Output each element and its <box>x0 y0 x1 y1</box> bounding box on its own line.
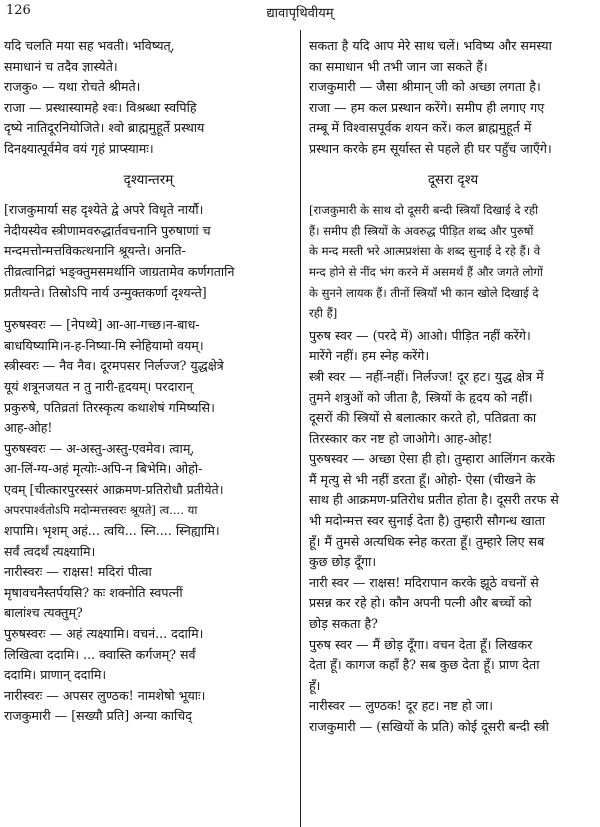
text-line: स्त्री स्वर — नहीं-नहीं। निर्लज्ज! दूर हट। युद्ध क्षेत्र में <box>309 368 544 384</box>
text-line: छोड़ सकता है? <box>309 616 378 632</box>
text-line: लिखित्वा ददामि। ... क्वास्ति कर्गजम्? सर्वं <box>4 646 196 662</box>
text-line: कुछ छोड़ दूँगा। <box>309 554 377 570</box>
text-line: तुमने शत्रुओं को जीता है, स्त्रियों के हृदय को नहीं। <box>309 389 533 405</box>
text-line: ददामि। प्राणान् ददामि। <box>4 667 107 683</box>
text-line: पुरुषस्वरः — अ-अस्तु-अस्तु-एवमेव। त्वाम्, <box>4 440 195 456</box>
text-line: राजा — हम कल प्रस्थान करेंगे। समीप ही लगाए गए <box>309 99 545 115</box>
text-line: समाधानं च तदैव ज्ञास्येते। <box>4 58 118 74</box>
text-line: आ-लिं-ग्य-अहं मृत्योः-अपि-न बिभेमि। ओहो- <box>4 461 203 477</box>
hindi-column <box>309 36 597 825</box>
text-line: एवम् [चीत्कारपुरस्सरं आक्रमण-प्रतिरोधौ प्रतीयेते। <box>4 481 224 497</box>
column-divider <box>300 30 301 827</box>
text-line: स्त्रीस्वरः — नैव नैव। दूरमपसर निर्लज्ज? युद्धक्षेत्रे <box>4 358 224 374</box>
text-line: पुरुषस्वरः — अहं त्यक्ष्यामि। वचनं... ददामि। <box>4 626 204 642</box>
text-line: नारी स्वर — राक्षस! मदिरापान करके झूठे वचनों से <box>309 574 539 590</box>
text-line: का समाधान भी तभी जान जा सकते हैं। <box>309 58 488 74</box>
text-line: राजा — प्रस्थास्यामहे श्वः। विश्रब्धा स्वपिहि <box>4 99 197 115</box>
text-line: पुरुष स्वर — (परदे में) आओ। पीड़ित नहीं करेंगे। <box>309 327 531 343</box>
text-line: हूँ। <box>309 677 321 693</box>
text-line: पुरुषस्वरः — [नेपथ्ये] आ-आ-गच्छ।न-बाध- <box>4 317 200 333</box>
text-line: भी मदोन्मत्त स्वर सुनाई देता है) तुम्हारी सौगन्ध खाता <box>309 513 546 529</box>
text-line: नारीस्वरः — अपसर लुण्ठक! नामशेषो भूयाः। <box>4 687 206 703</box>
stage-direction <box>309 200 597 324</box>
running-title: द्यावापृथिवीयम् <box>266 6 334 21</box>
text-line: साथ ही आक्रमण-प्रतिरोध प्रतीत होता है। दूसरी तरफ से <box>309 492 559 508</box>
sanskrit-column <box>4 36 293 825</box>
text-line: मन्द होने से नींद भंग करने में असमर्थ हैं और जगते लोगों <box>309 264 543 279</box>
text-line: राजकुमारी — जैसा श्रीमान् जी को अच्छा लगता है। <box>309 79 541 95</box>
text-line: आह-ओह! <box>4 420 53 436</box>
text-line: नारीस्वर — लुण्ठक! दूर हट। नष्ट हो जा। <box>309 698 494 714</box>
text-line: तीव्रत्वानिद्रां भङ्क्तुमसमर्थानि जाग्रतामेव कर्णगतानि <box>4 263 235 279</box>
text-line: [राजकुमार्या सह दृश्येते द्वे अपरे विधृते नार्यौ। <box>4 202 204 218</box>
text-line: नारीस्वरः — राक्षस! मदिरां पीत्वा <box>4 564 152 580</box>
text-line: सर्वं त्वदर्थं त्यक्ष्यामि। <box>4 543 96 559</box>
text-line: के सुनने लायक हैं। तीनों स्त्रियाँ भी कान खोले दिखाई दे <box>309 285 539 300</box>
hindi-dialogue <box>309 326 597 738</box>
text-line: प्रसन्न कर रहे हो। कौन अपनी पत्नी और बच्चों को <box>309 595 532 611</box>
text-line: दिनक्ष्यात्पूर्वमेव वयं गृहं प्राप्स्यामः। <box>4 140 154 156</box>
text-line: तिरस्कार कर नष्ट हो जाओगे। आह-ओह! <box>309 430 493 446</box>
text-line: दूसरों की स्त्रियों से बलात्कार करते हो, पतिव्रता का <box>309 410 537 426</box>
sanskrit-intro <box>4 36 293 160</box>
text-line: बाधयिष्यामि।न-ह-निष्या-मि स्नेहियामो वयम्। <box>4 337 204 353</box>
text-line: के मन्द मस्ती भरे आत्मप्रशंसा के शब्द सुनाई दे रहे हैं। वे <box>309 244 541 259</box>
text-line: मृषावचनैस्तर्पयसि? कः शक्नोति स्वपत्नीं <box>4 584 183 600</box>
text-line: राजकुमारी — [सख्यौ प्रति] अन्या काचिद् <box>4 708 192 724</box>
page-header <box>0 3 600 21</box>
page-number: 126 <box>6 3 31 18</box>
text-line: नेदीयस्येव स्त्रीणामवरुद्धार्तवचनानि पुरुषाणां च <box>4 222 211 238</box>
text-line: प्रकुरुषे, पतिव्रतां तिरस्कृत्य कथाशेषं गमिष्यसि। <box>4 399 215 415</box>
text-line: दृष्ये नातिदूरनियोजिते। श्वो ब्राह्ममुहूर्ते प्रस्थाय <box>4 120 205 136</box>
text-line: अपरपार्श्वतोऽपि मदोन्मत्तस्वरः श्रूयते] त्व.... या <box>4 503 198 518</box>
text-line: बालांश्च त्यक्तुम्? <box>4 605 83 621</box>
scene-heading: दूसरा दृश्य <box>427 171 479 188</box>
text-line: राजकु० — यथा रोचते श्रीमते। <box>4 79 141 95</box>
text-line: हैं। समीप ही स्त्रियों के अवरुद्ध पीड़ित शब्द और पुरुषों <box>309 223 534 238</box>
text-line: तम्बू में विश्वासपूर्वक शयन करें। कल ब्राह्ममुहूर्त में <box>309 120 532 136</box>
text-line: सकता है यदि आप मेरे साथ चलें। भविष्य और समस्या <box>309 38 552 53</box>
stage-direction <box>4 200 293 303</box>
text-line: हूँ। मैं तुमसे अत्यधिक स्नेह करता हूँ। तुम्हारे लिए सब <box>309 533 545 549</box>
text-line: यदि चलति मया सह भवती। भविष्यत्, <box>4 38 175 53</box>
text-line: मन्दमत्तोन्मत्तविकत्थनानि श्रूयन्ते। अनति- <box>4 243 186 259</box>
text-line: [राजकुमारी के साथ दो दूसरी बन्दी स्त्रियाँ दिखाई दे रही <box>309 203 539 218</box>
sanskrit-dialogue <box>4 315 293 727</box>
text-line: प्रस्थान करके हम सूर्यास्त से पहले ही घर पहुँच जाएँगे। <box>309 140 552 156</box>
text-line: यूयं शत्रूनजयत न तु नारी-हृदयम्। परदारान् <box>4 378 193 394</box>
text-line: मारेंगे नहीं। हम स्नेह करेंगे। <box>309 348 430 364</box>
text-line: देता हूँ। कागज कहाँ है? सब कुछ देता हूँ। प्राण देता <box>309 657 540 673</box>
text-line: मैं मृत्यु से भी नहीं डरता हूँ। ओहो- ऐसा (चीखने के <box>309 471 536 487</box>
text-line: रही हैं] <box>309 306 338 321</box>
text-line: प्रतीयन्ते। तिस्रोऽपि नार्य उन्मुक्तकर्णा दृश्यन्ते] <box>4 284 207 300</box>
text-line: राजकुमारी — (सखियों के प्रति) कोई दूसरी बन्दी स्त्री <box>309 719 549 734</box>
scene-heading: दृश्यान्तरम् <box>123 171 174 188</box>
hindi-intro <box>309 36 597 160</box>
text-line: पुरुष स्वर — मैं छोड़ दूँगा। वचन देता हूँ। लिखकर <box>309 636 533 652</box>
text-line: पुरुषस्वर — अच्छा ऐसा ही हो। तुम्हारा आलिंगन करके <box>309 451 555 467</box>
text-line: शपामि। भृशम् अहं... त्वयि... स्नि.... स्निह्यामि। <box>4 523 220 539</box>
